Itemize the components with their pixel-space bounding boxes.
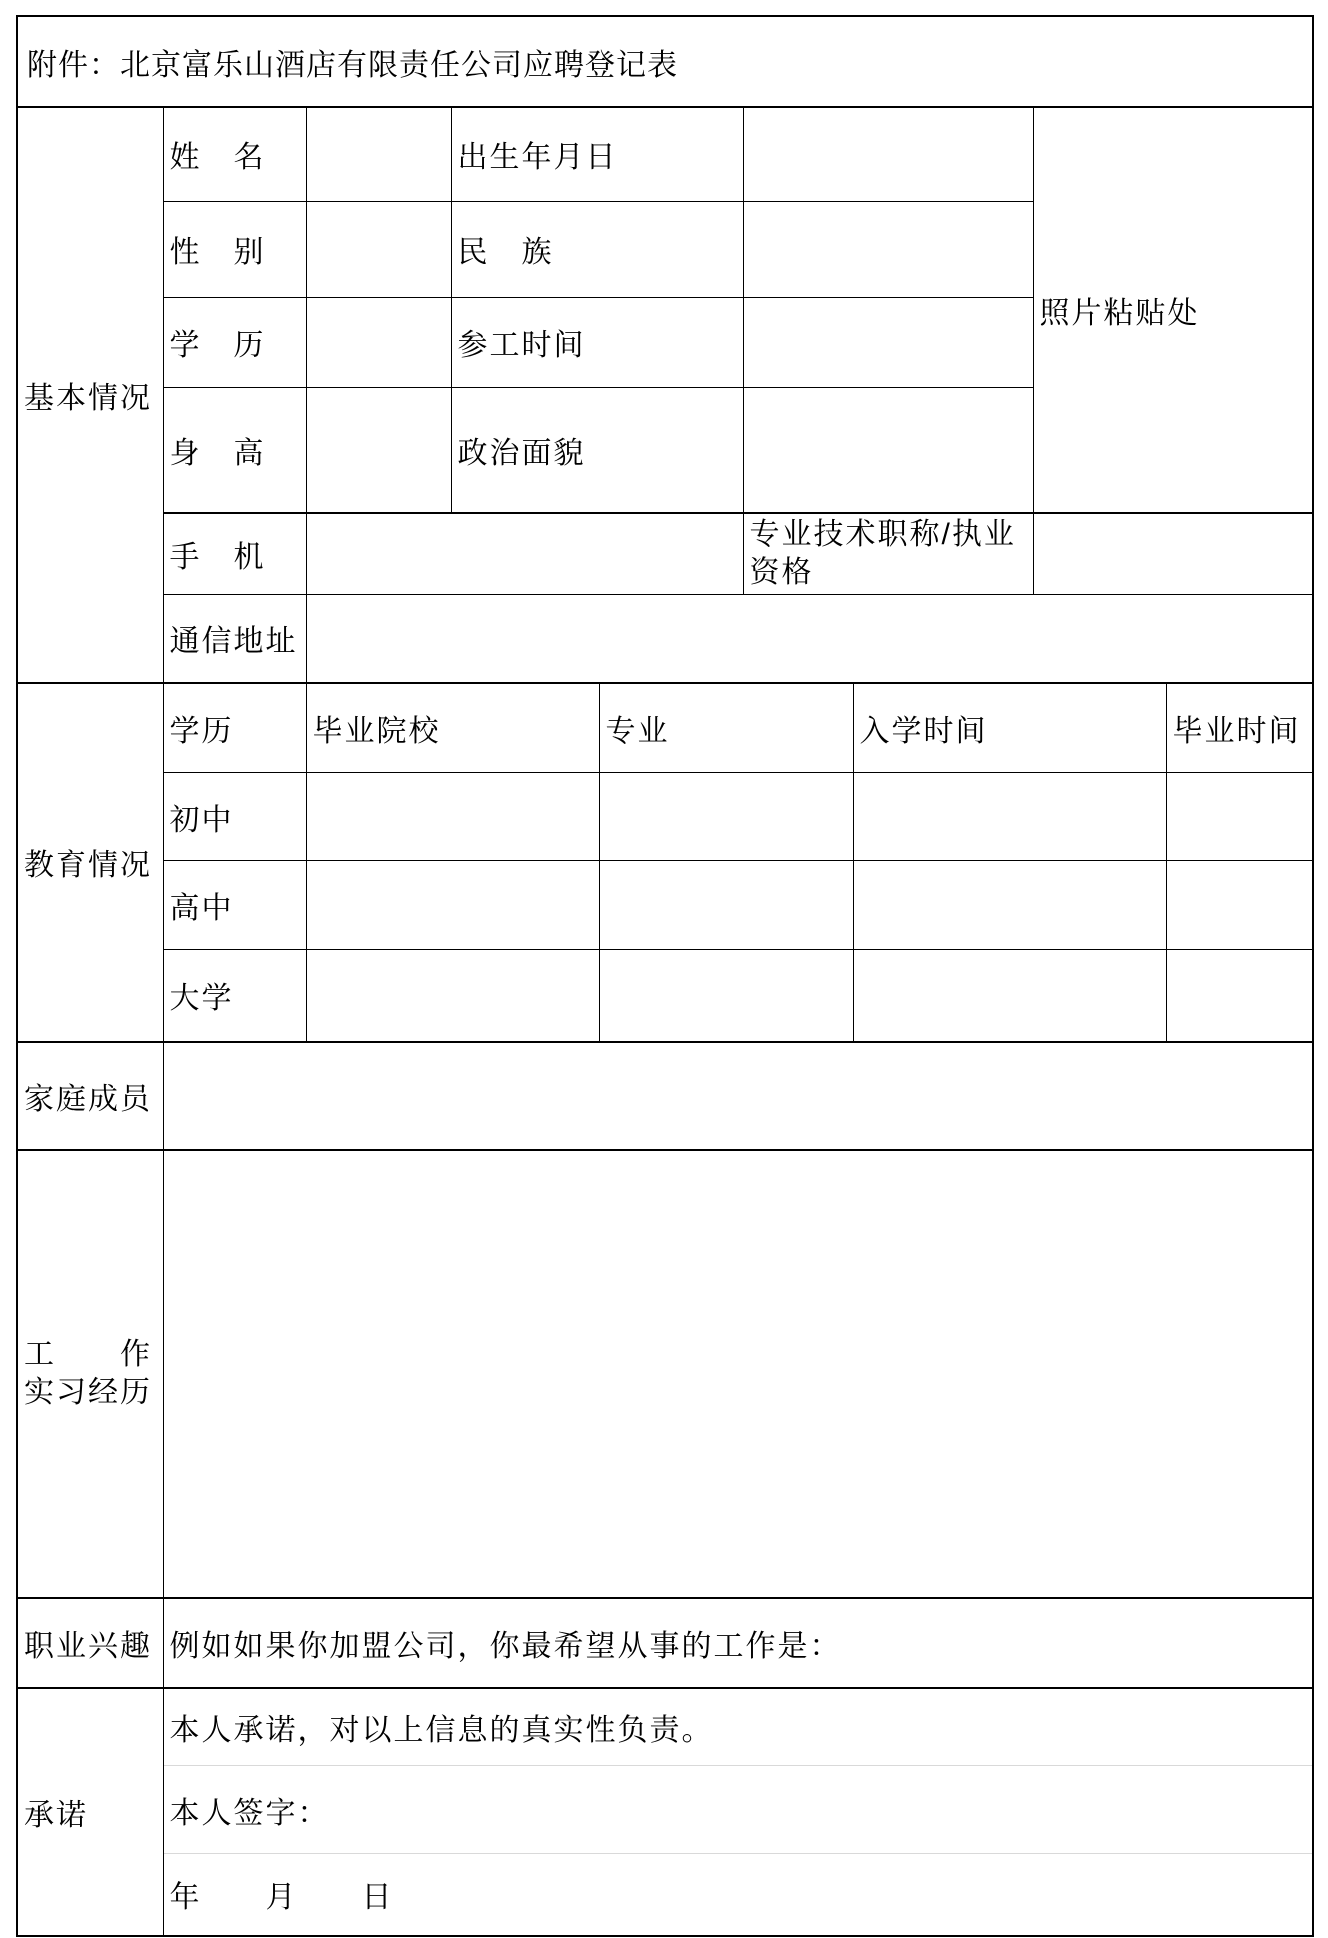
section-label-pledge: 承诺 (17, 1688, 163, 1936)
birth-date-label: 出生年月日 (451, 107, 743, 201)
work-start-label: 参工时间 (451, 297, 743, 387)
edu-junior-high-enroll-cell[interactable] (853, 773, 1166, 861)
section-label-career-interest: 职业兴趣 (17, 1598, 163, 1688)
edu-header-graduate-time: 毕业时间 (1166, 683, 1313, 773)
section-label-family-members: 家庭成员 (17, 1042, 163, 1150)
political-status-value-cell[interactable] (743, 387, 1033, 513)
edu-senior-high-graduate-cell[interactable] (1166, 861, 1313, 950)
professional-title-value-cell[interactable] (1033, 513, 1313, 595)
page-title: 附件：北京富乐山酒店有限责任公司应聘登记表 (17, 16, 1313, 107)
work-experience-label-line1: 工 作 (24, 1337, 152, 1371)
education-level-label: 学 历 (163, 297, 306, 387)
section-label-basic-info: 基本情况 (17, 107, 163, 683)
edu-university-enroll-cell[interactable] (853, 950, 1166, 1042)
edu-header-school: 毕业院校 (306, 683, 599, 773)
career-interest-prompt-cell[interactable]: 例如如果你加盟公司，你最希望从事的工作是： (163, 1598, 1313, 1688)
birth-date-value-cell[interactable] (743, 107, 1033, 201)
mailing-address-label: 通信地址 (163, 595, 306, 683)
height-label: 身 高 (163, 387, 306, 513)
edu-senior-high-major-cell[interactable] (599, 861, 853, 950)
name-label: 姓 名 (163, 107, 306, 201)
pledge-statement: 本人承诺，对以上信息的真实性负责。 (163, 1688, 1313, 1766)
work-start-value-cell[interactable] (743, 297, 1033, 387)
family-members-value-cell[interactable] (163, 1042, 1313, 1150)
ethnicity-label: 民 族 (451, 201, 743, 297)
edu-header-enroll-time: 入学时间 (853, 683, 1166, 773)
edu-university-graduate-cell[interactable] (1166, 950, 1313, 1042)
pledge-date-cell[interactable]: 年 月 日 (163, 1854, 1313, 1936)
edu-junior-high-graduate-cell[interactable] (1166, 773, 1313, 861)
photo-paste-label: 照片粘贴处 (1039, 297, 1200, 330)
edu-university-major-cell[interactable] (599, 950, 853, 1042)
mailing-address-value-cell[interactable] (306, 595, 1313, 683)
gender-value-cell[interactable] (306, 201, 451, 297)
edu-senior-high-enroll-cell[interactable] (853, 861, 1166, 950)
ethnicity-value-cell[interactable] (743, 201, 1033, 297)
edu-header-level: 学历 (163, 683, 306, 773)
gender-label: 性 别 (163, 201, 306, 297)
photo-paste-area[interactable] (1033, 107, 1313, 513)
professional-title-label-line2: 资格 (749, 556, 814, 589)
professional-title-label-line1: 专业技术职称/执业 (749, 518, 1016, 551)
edu-university-label: 大学 (163, 950, 306, 1042)
application-form-table (16, 15, 1314, 1937)
height-value-cell[interactable] (306, 387, 451, 513)
edu-junior-high-label: 初中 (163, 773, 306, 861)
pledge-signature-cell[interactable]: 本人签字： (163, 1766, 1313, 1854)
work-experience-value-cell[interactable] (163, 1150, 1313, 1598)
name-value-cell[interactable] (306, 107, 451, 201)
professional-title-label (743, 513, 1033, 595)
edu-senior-high-label: 高中 (163, 861, 306, 950)
section-label-work-experience (17, 1150, 163, 1598)
edu-university-school-cell[interactable] (306, 950, 599, 1042)
political-status-label: 政治面貌 (451, 387, 743, 513)
education-level-value-cell[interactable] (306, 297, 451, 387)
edu-senior-high-school-cell[interactable] (306, 861, 599, 950)
edu-header-major: 专业 (599, 683, 853, 773)
mobile-label: 手 机 (163, 513, 306, 595)
mobile-value-cell[interactable] (306, 513, 743, 595)
edu-junior-high-school-cell[interactable] (306, 773, 599, 861)
edu-junior-high-major-cell[interactable] (599, 773, 853, 861)
work-experience-label-line2: 实习经历 (24, 1375, 152, 1409)
section-label-education: 教育情况 (17, 683, 163, 1042)
